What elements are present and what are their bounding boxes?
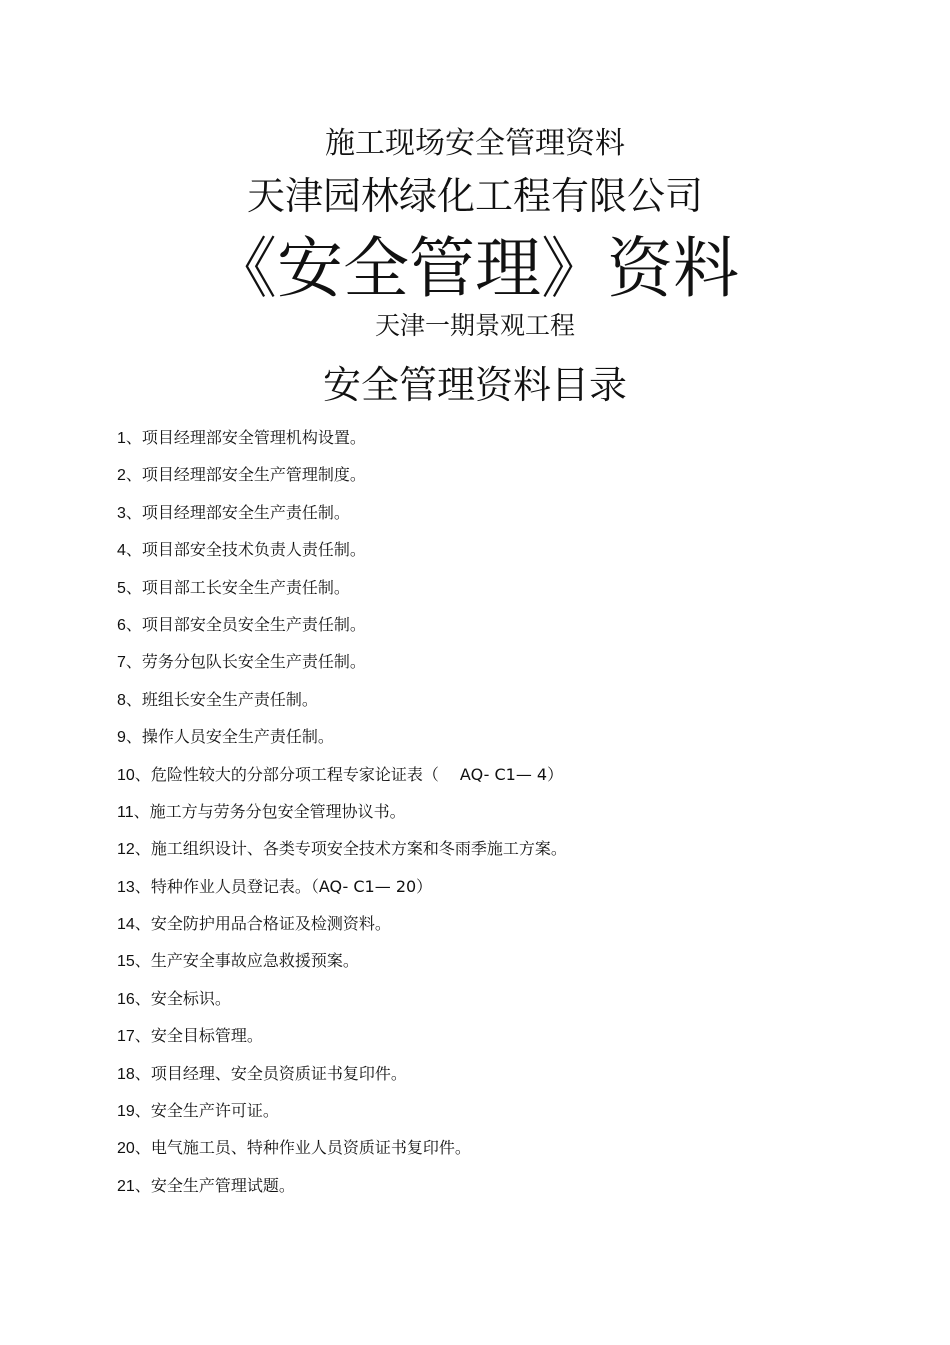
toc-item-text: 安全标识。 <box>150 988 231 1008</box>
toc-item <box>117 537 897 574</box>
toc-item-number: 5、 <box>117 579 142 597</box>
toc-item-text: 项目部安全员安全生产责任制。 <box>141 614 366 634</box>
toc-item <box>117 1173 897 1210</box>
toc-item <box>117 649 897 686</box>
toc-item-text: 生产安全事故应急救援预案。 <box>150 951 359 971</box>
toc-item-number: 1、 <box>117 430 142 447</box>
company-name: 天津园林绿化工程有限公司 <box>246 174 703 218</box>
toc-item <box>117 948 897 985</box>
toc-item-number: 14、 <box>117 916 151 934</box>
toc-item-text: 项目经理、安全员资质证书复印件。 <box>150 1063 407 1083</box>
toc-item <box>117 687 897 724</box>
toc-item <box>117 1061 897 1098</box>
toc-item-number: 7、 <box>117 654 142 672</box>
toc-item-text: 施工方与劳务分包安全管理协议书。 <box>149 801 406 821</box>
toc-item-number: 6、 <box>117 616 142 634</box>
toc-item-number: 18、 <box>117 1065 151 1083</box>
toc-item-number: 11、 <box>117 803 150 821</box>
toc-item <box>117 1098 897 1135</box>
toc-item-number: 10、 <box>117 766 151 784</box>
toc-item-text: 施工组织设计、各类专项安全技术方案和冬雨季施工方案。 <box>150 839 567 859</box>
toc-item-number: 17、 <box>117 1028 151 1046</box>
toc-item <box>117 911 897 948</box>
toc-item <box>117 799 897 836</box>
toc-item-text: 电气施工员、特种作业人员资质证书复印件。 <box>150 1138 471 1158</box>
document-header: 施工现场安全管理资料 <box>325 126 625 161</box>
toc-item-number: 13、 <box>117 878 151 896</box>
toc-item <box>117 724 897 761</box>
toc-item-number: 21、 <box>117 1177 151 1195</box>
toc-item <box>117 462 897 499</box>
toc-item-number: 12、 <box>117 841 151 859</box>
toc-item <box>117 986 897 1023</box>
toc-item-text: 操作人员安全生产责任制。 <box>141 727 334 747</box>
toc-item <box>117 836 897 873</box>
toc-item-text: 安全目标管理。 <box>150 1026 263 1046</box>
toc-item-text: 劳务分包队长安全生产责任制。 <box>141 652 366 672</box>
toc-item <box>117 874 897 911</box>
toc-item-text: 项目经理部安全管理机构设置。 <box>141 428 366 447</box>
toc-title: 安全管理资料目录 <box>322 363 627 407</box>
toc-item-number: 20、 <box>117 1140 151 1158</box>
toc-item-text: 安全生产管理试题。 <box>150 1175 295 1195</box>
toc-item-number: 4、 <box>117 542 142 560</box>
toc-item-text: 班组长安全生产责任制。 <box>141 689 318 709</box>
toc-item-number: 16、 <box>117 990 151 1008</box>
toc-item <box>117 1023 897 1060</box>
toc-item <box>117 612 897 649</box>
toc-item-text: 项目经理部安全生产责任制。 <box>141 502 350 522</box>
toc-item-number: 2、 <box>117 467 142 485</box>
toc-item-text: 项目部安全技术负责人责任制。 <box>141 540 366 560</box>
toc-item-text: 项目经理部安全生产管理制度。 <box>141 465 366 485</box>
project-name: 天津一期景观工程 <box>374 311 575 340</box>
toc-item <box>117 425 897 462</box>
toc-item-number: 19、 <box>117 1103 151 1121</box>
toc-item-text: 项目部工长安全生产责任制。 <box>141 577 350 597</box>
toc-item-text: 安全生产许可证。 <box>150 1101 279 1121</box>
toc-item <box>117 1135 897 1172</box>
toc-item-number: 8、 <box>117 691 142 709</box>
toc-list <box>117 425 897 1210</box>
toc-item-text: 安全防护用品合格证及检测资料。 <box>150 914 391 934</box>
toc-item-text: 危险性较大的分部分项工程专家论证表（ AQ- C1— 4） <box>150 764 564 784</box>
toc-item <box>117 762 897 799</box>
toc-item-text: 特种作业人员登记表。（AQ- C1— 20） <box>150 876 433 896</box>
toc-item-number: 15、 <box>117 953 151 971</box>
toc-item-number: 9、 <box>117 729 142 747</box>
toc-item-number: 3、 <box>117 504 142 522</box>
toc-item <box>117 500 897 537</box>
toc-item <box>117 575 897 612</box>
main-title: 《安全管理》资料 <box>211 230 739 307</box>
